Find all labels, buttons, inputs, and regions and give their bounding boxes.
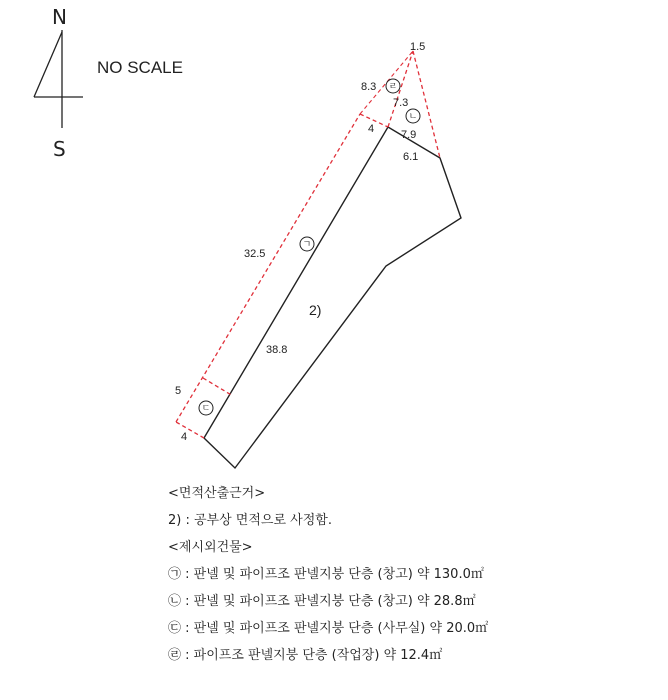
dim-4-top: 4 [368, 123, 375, 135]
exterior-buildings-title: <제시외건물> [168, 540, 253, 555]
dim-4-bottom: 4 [181, 431, 188, 443]
dim-6-1: 6.1 [403, 151, 419, 163]
mark-giyeok [300, 237, 314, 251]
building-nieun-edge-right [413, 51, 440, 158]
mark-rieul [386, 79, 400, 93]
building-digeut-outline [203, 378, 233, 396]
dim-1-5: 1.5 [410, 41, 426, 53]
area-basis-line: 2) : 공부상 면적으로 사정함. [168, 513, 332, 528]
dim-7-3: 7.3 [393, 97, 409, 109]
legend [168, 484, 648, 673]
south-label: S [53, 137, 66, 161]
dim-38-8: 38.8 [266, 344, 288, 356]
area-basis-title: <면적산출근거> [168, 486, 266, 501]
mark-digeut-letter: ㄷ [201, 404, 211, 414]
lot-label: 2) [309, 302, 322, 318]
legend-item-rieul: ㉣ : 파이프조 판넬지붕 단층 (작업장) 약 12.4㎡ [168, 648, 443, 663]
lot-outline [201, 127, 461, 468]
mark-nieun-letter: ㄴ [408, 112, 418, 122]
legend-item-giyeok: ㉠ : 판넬 및 파이프조 판넬지붕 단층 (창고) 약 130.0㎡ [168, 567, 484, 582]
building-giyeok-outline [176, 114, 388, 438]
building-giyeok-edge-left [176, 114, 360, 422]
building-digeut-divider [203, 378, 233, 396]
dim-32-5: 32.5 [244, 248, 266, 260]
mark-giyeok-letter: ㄱ [302, 240, 312, 250]
mark-digeut [199, 401, 213, 415]
dim-7-9: 7.9 [401, 129, 417, 141]
legend-item-nieun: ㉡ : 판넬 및 파이프조 판넬지붕 단층 (창고) 약 28.8㎡ [168, 594, 476, 609]
legend-item-digeut: ㉢ : 판넬 및 파이프조 판넬지붕 단층 (사무실) 약 20.0㎡ [168, 621, 489, 636]
mark-nieun [406, 109, 420, 123]
scale-note: NO SCALE [97, 58, 183, 77]
north-arrow [34, 5, 83, 161]
north-label: N [52, 5, 67, 29]
dim-8-3: 8.3 [361, 81, 377, 93]
dim-5: 5 [175, 385, 182, 397]
mark-rieul-letter: ㄹ [388, 82, 398, 92]
compass-arrow-diagonal [34, 32, 62, 97]
